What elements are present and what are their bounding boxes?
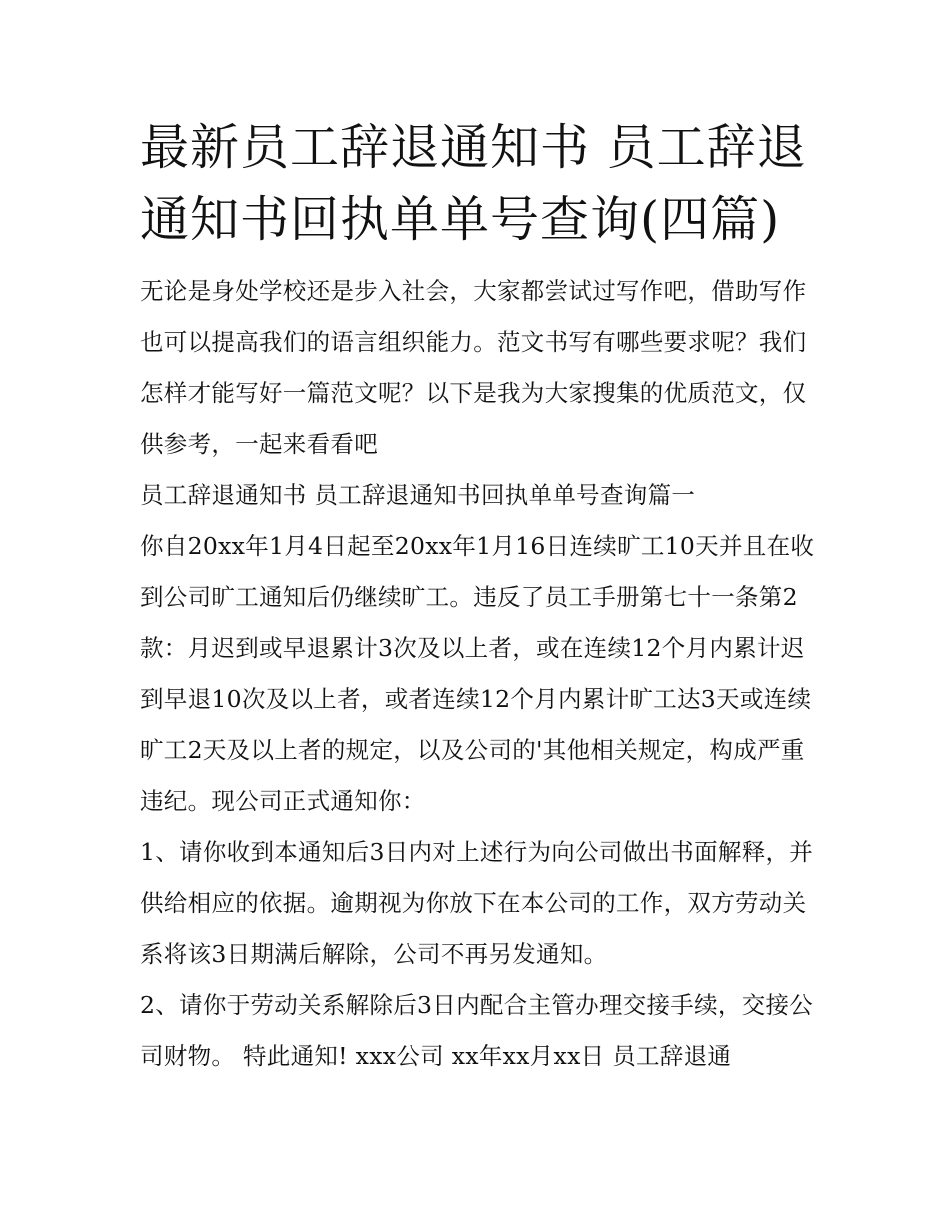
notice-item-1: 1、请你收到本通知后3日内对上述行为向公司做出书面解释，并供给相应的依据。逾期视为你放下在本公司的工作，双方劳动关系将该3日期满后解除，公司不再另发通知。 xyxy=(140,838,814,968)
section-heading: 员工辞退通知书 员工辞退通知书回执单单号查询篇一 xyxy=(140,481,696,509)
document-page xyxy=(140,112,820,1082)
intro-paragraph: 无论是身处学校还是步入社会，大家都尝试过写作吧，借助写作也可以提高我们的语言组织能力。范文书写有哪些要求呢？我们怎样才能写好一篇范文呢？以下是我为大家搜集的优质范文，仅供参考，一起来看看吧 xyxy=(140,277,807,458)
notice-item-2: 2、请你于劳动关系解除后3日内配合主管办理交接手续，交接公司财物。 特此通知! xxx公司 xx年xx月xx日 员工辞退通 xyxy=(140,991,814,1070)
notice-body-paragraph: 你自20xx年1月4日起至20xx年1月16日连续旷工10天并且在收到公司旷工通知后仍继续旷工。违反了员工手册第七十一条第2款：月迟到或早退累计3次及以上者，或在连续12个月内累计迟到早退10次及以上者，或者连续12个月内累计旷工达3天或连续旷工2天及以上者的规定，以及公司的'其他相关规定，构成严重违纪。现公司正式通知你： xyxy=(140,532,815,815)
document-title: 最新员工辞退通知书 员工辞退通知书回执单单号查询(四篇) xyxy=(140,119,807,248)
